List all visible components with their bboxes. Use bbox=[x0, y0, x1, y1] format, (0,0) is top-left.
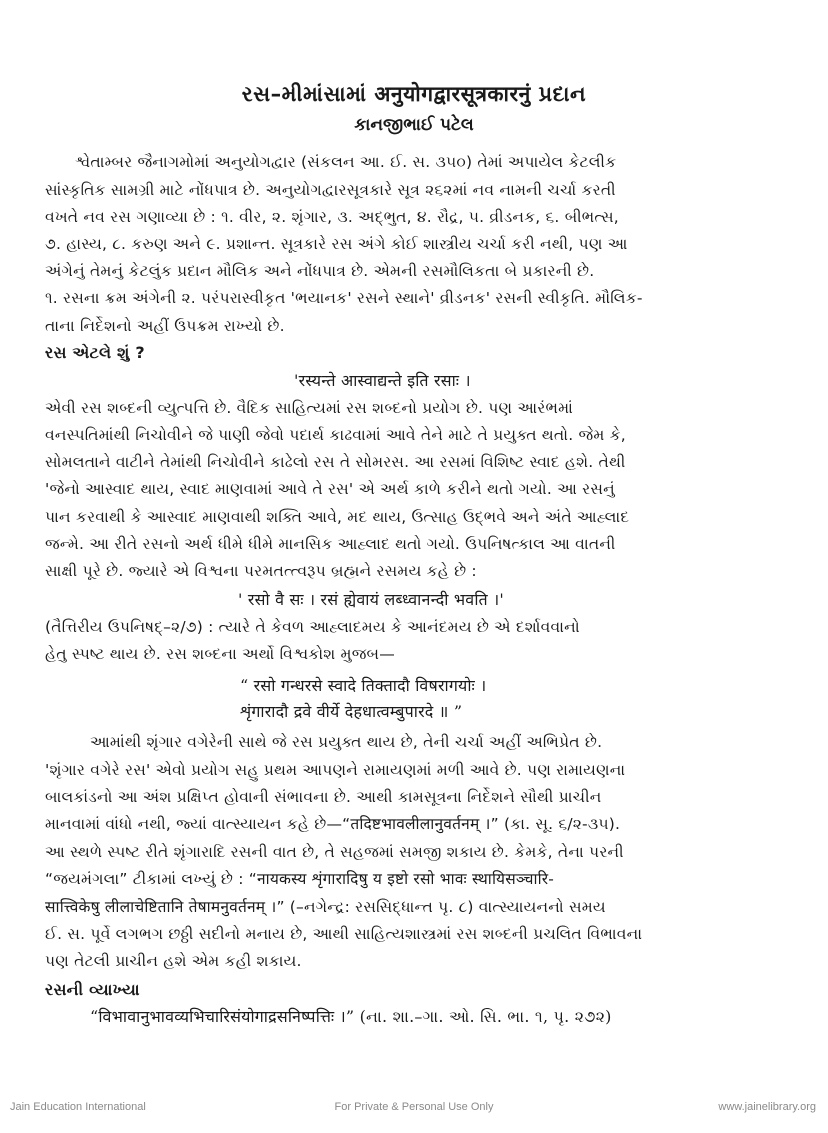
section1-line-7: સાક્ષી પૂરે છે. જ્યારે એ વિશ્વના પરમતત્ત્વરૂપ બ્રહ્મને રસમય કહે છે : bbox=[45, 562, 477, 580]
intro-line-1: શ્વેતામ્બર જૈનાગમોમાં અનુયોગદ્વાર (સંકલન આ. ઈ. સ. ૩૫૦) તેમાં અપાયેલ કેટલીક bbox=[75, 153, 617, 171]
footer-publisher: Jain Education International bbox=[10, 1101, 146, 1113]
intro-line-7: તાના નિર્દેશનો અહીં ઉપક્રમ રાખ્યો છે. bbox=[45, 317, 285, 335]
sanskrit-quote-2: ' रसो वै सः । रसं ह्येवायं लब्ध्वानन्दी भवति ।' bbox=[238, 590, 505, 609]
section1-line-1: એવી રસ શબ્દની વ્યુત્પત્તિ છે. વૈદિક સાહિત્યમાં રસ શબ્દનો પ્રયોગ છે. પણ આરંભમાં bbox=[45, 399, 574, 417]
sanskrit-quote-1: 'रस्यन्ते आस्वाद्यन्ते इति रसाः । bbox=[294, 371, 471, 390]
author-name: કાનજીભાઈ પટેલ bbox=[354, 115, 474, 135]
section1-p3-line-2: 'શૃંગાર વગેરે રસ' એવો પ્રયોગ સહુ પ્રથમ આપણને રામાયણમાં મળી આવે છે. પણ રામાયણના bbox=[45, 761, 626, 779]
intro-line-2: સાંસ્કૃતિક સામગ્રી માટે નોંધપાત્ર છે. અનુયોગદ્વારસૂત્રકારે સૂત્ર ૨૬૨માં નવ નામની ચર્ચા કરતી bbox=[45, 181, 616, 199]
section-heading-rasa-definition: રસની વ્યાખ્યા bbox=[45, 980, 140, 999]
sanskrit-verse-line-2: शृंगारादौ द्रवे वीर्ये देहधात्वम्बुपारदे ॥ ” bbox=[240, 702, 463, 721]
section1-line-2: વનસ્પતિમાંથી નિચોવીને જે પાણી જેવો પદાર્થ કાઢવામાં આવે તેને માટે તે પ્રયુક્ત થતો. જેમ કે, bbox=[45, 426, 626, 444]
footer-website-link[interactable]: www.jainelibrary.org bbox=[718, 1101, 816, 1113]
section1-p3-line-4: માનવામાં વાંધો નથી, જ્યાં વાત્સ્યાયન કહે છે—“तदिष्टभावलीलानुवर्तनम् ।” (કા. સૂ. ૬/૨-૩૫). bbox=[45, 815, 621, 833]
section1-line-3: સોમલતાને વાટીને તેમાંથી નિચોવીને કાઢેલો રસ તે સોમરસ. આ રસમાં વિશિષ્ટ સ્વાદ હશે. તેથી bbox=[45, 453, 626, 471]
section1-p3-line-1: આમાંથી શૃંગાર વગેરેની સાથે જે રસ પ્રયુક્ત થાય છે, તેની ચર્ચા અહીં અભિપ્રેત છે. bbox=[90, 733, 603, 751]
intro-line-3: વખતે નવ રસ ગણાવ્યા છે : ૧. વીર, ૨. શૃંગાર, ૩. અદ્ભુત, ૪. રૌદ્ર, ૫. વ્રીડનક, ૬. બીભત્સ, bbox=[45, 208, 619, 226]
section1-line-4: 'જેનો આસ્વાદ થાય, સ્વાદ માણવામાં આવે તે રસ' એ અર્થ કાળે કરીને થતો ગયો. આ રસનું bbox=[45, 480, 615, 498]
section-heading-what-is-rasa: રસ એટલે શું ? bbox=[45, 343, 145, 362]
section1-p3-line-8: ઈ. સ. પૂર્વે લગભગ છઠ્ઠી સદીનો મનાય છે, આથી સાહિત્યશાસ્ત્રમાં રસ શબ્દની પ્રચલિત વિભાવના bbox=[45, 925, 643, 943]
section1-p2-line-2: હેતુ સ્પષ્ટ થાય છે. રસ શબ્દના અર્થો વિશ્વકોશ મુજબ— bbox=[45, 645, 395, 663]
section1-p3-line-7: सात्त्विकेषु लीलाचेष्टितानि तेषामनुवर्तनम् ।” (–નગેન્દ્ર: રસસિદ્ધાન્ત પૃ. ૮) વાત્સ્યાયનનો સમય bbox=[45, 898, 606, 916]
footer-usage-note: For Private & Personal Use Only bbox=[334, 1101, 494, 1113]
sanskrit-verse-line-1: “ रसो गन्धरसे स्वादे तिक्तादौ विषरागयोः । bbox=[240, 676, 487, 695]
section1-line-6: જન્મે. આ રીતે રસનો અર્થ ધીમે ધીમે માનસિક આહ્લાદ થતો ગયો. ઉપનિષત્કાલ આ વાતની bbox=[45, 535, 616, 553]
section1-line-5: પાન કરવાથી કે આસ્વાદ માણવાથી શક્તિ આવે, મદ થાય, ઉત્સાહ ઉદ્ભવે અને અંતે આહ્લાદ bbox=[45, 508, 630, 526]
intro-line-5: અંગેનું તેમનું કેટલુંક પ્રદાન મૌલિક અને નોંધપાત્ર છે. એમની રસમૌલિકતા બે પ્રકારની છે. bbox=[45, 262, 595, 280]
sanskrit-definition-quote: “विभावानुभावव्यभिचारिसंयोगाद्रसनिष्पत्तिः ।” (ના. શા.–ગા. ઓ. સિ. ભા. ૧, પૃ. ૨૭૨) bbox=[90, 1007, 612, 1026]
page-title: રસ–મીમાંસામાં अनुयोगद्वारसूत्रकारनुं પ્રદાન bbox=[241, 82, 587, 106]
section1-p3-line-3: બાલકાંડનો આ અંશ પ્રક્ષિપ્ત હોવાની સંભાવના છે. આથી કામસૂત્રના નિર્દેશને સૌથી પ્રાચીન bbox=[45, 788, 602, 806]
section1-p2-line-1: (તૈત્તિરીય ઉપનિષદ્–૨/૭) : ત્યારે તે કેવળ આહ્લાદમય કે આનંદમય છે એ દર્શાવવાનો bbox=[45, 618, 580, 636]
section1-p3-line-5: આ સ્થળે સ્પષ્ટ રીતે શૃંગારાદિ રસની વાત છે, તે સહજમાં સમજી શકાય છે. કેમકે, તેના પરની bbox=[45, 843, 624, 861]
intro-line-6: ૧. રસના ક્રમ અંગેની ૨. પરંપરાસ્વીકૃત 'ભયાનક' રસને સ્થાને' વ્રીડનક' રસની સ્વીકૃતિ. મૌલિક- bbox=[45, 289, 643, 307]
intro-line-4: ૭. હાસ્ય, ૮. કરુણ અને ૯. પ્રશાન્ત. સૂત્રકારે રસ અંગે કોઈ શાસ્ત્રીય ચર્ચા કરી નથી, પણ આ bbox=[45, 235, 628, 253]
section1-p3-line-9: પણ તેટલી પ્રાચીન હશે એમ કહી શકાય. bbox=[45, 952, 302, 970]
section1-p3-line-6: “જયમંગલા” ટીકામાં લખ્યું છે : “नायकस्य शृंगारादिषु य इष्टो रसो भावः स्थायिसञ्चारि- bbox=[45, 870, 555, 888]
